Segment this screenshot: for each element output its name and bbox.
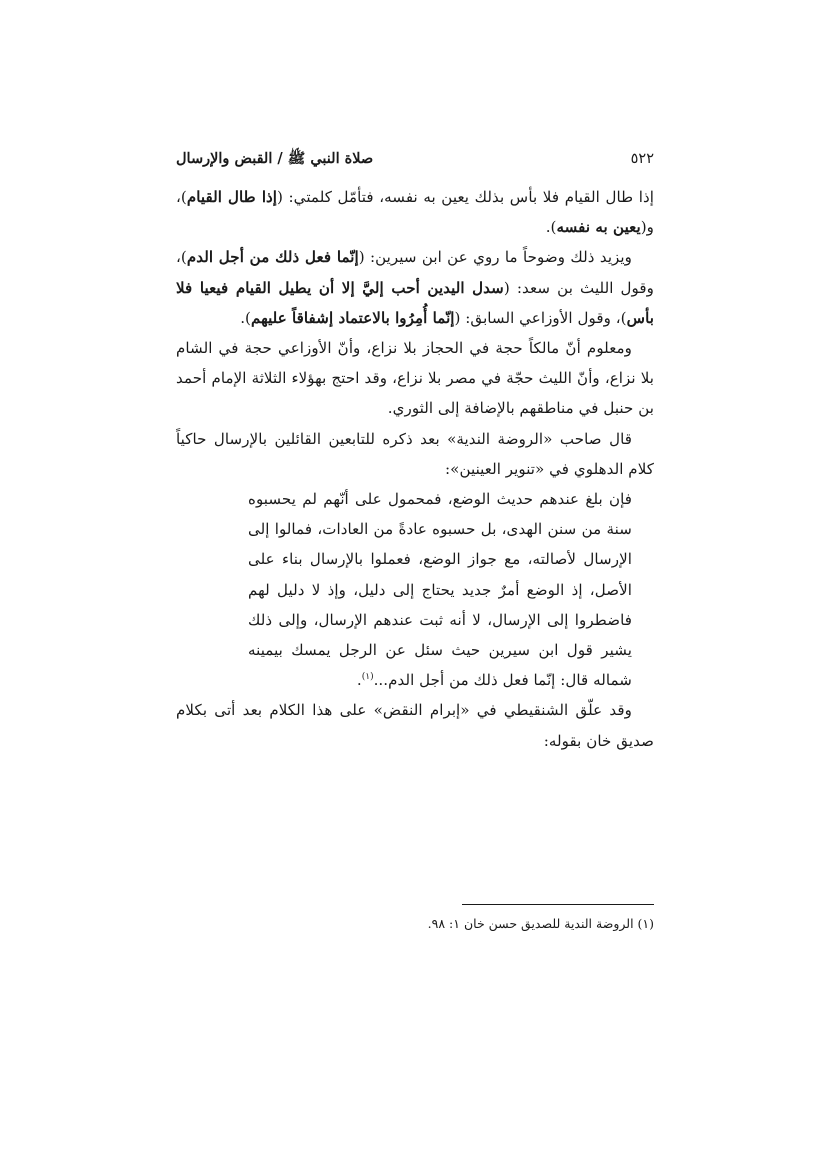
paragraph-3: ومعلوم أنّ مالكاً حجة في الحجاز بلا نزاع، وأنّ الأوزاعي حجة في الشام بلا نزاع، وأنّ الليث حجّة في مصر بلا نزاع، وقد احتج بهؤلاء الثلاثة الإمام أحمد بن حنبل في مناطقهم بالإضافة إلى الثوري. — [176, 339, 654, 418]
block-quote — [248, 484, 632, 695]
p2-bold-2: سدل اليدين أحب إليَّ إلا أن يطيل القيام فيعيا فلا بأس — [176, 278, 654, 327]
p2-text-d: ). — [240, 308, 251, 327]
p1-text-a: إذا طال القيام فلا بأس بذلك يعين به نفسه، فتأمّل كلمتي: ( — [277, 188, 654, 206]
quote-end: . — [356, 671, 362, 690]
p1-bold-2: يعين به نفسه — [556, 218, 641, 237]
footnote-divider — [462, 904, 654, 905]
paragraph-2 — [176, 242, 654, 333]
footnote-reference: (١) — [361, 672, 374, 683]
paragraph-4: قال صاحب «الروضة الندية» بعد ذكره للتابعين القائلين بالإرسال حاكياً كلام الدهلوي في «تنوير العينين»: — [176, 429, 654, 478]
p2-bold-1: إنّما فعل ذلك من أجل الدم — [186, 248, 359, 267]
page-number: ٥٢٢ — [630, 151, 654, 167]
p1-bold-1: إذا طال القيام — [186, 188, 278, 206]
footnote: (١) الروضة الندية للصديق حسن خان ١: ٩٨. — [427, 916, 654, 931]
running-title: صلاة النبي ﷺ / القبض والإرسال — [176, 150, 374, 167]
page-header — [176, 150, 654, 178]
p2-text-a: ويزيد ذلك وضوحاً ما روي عن ابن سيرين: ( — [358, 248, 632, 267]
paragraph-1 — [176, 182, 654, 242]
p1-text-b: )، و( — [176, 188, 654, 237]
p1-text-c: ). — [545, 218, 557, 237]
p2-text-b: )، وقول الليث بن سعد: ( — [176, 248, 655, 297]
quote-text: فإن بلغ عندهم حديث الوضع، فمحمول على أنّهم لم يحسبوه سنة من سنن الهدى، بل حسبوه عادةً من العادات، فمالوا إلى الإرسال لأصالته، مع جواز الوضع، فعملوا بالإرسال بناء على الأصل، إذ الوضع أمرٌ جديد يحتاج إلى دليل، وإذ لا دليل لهم فاضطروا إلى الإرسال، لا أنه ثبت عندهم الإرسال، وإلى ذلك يشير قول ابن سيرين حيث سئل عن الرجل يمسك بيمينه شماله قال: إنّما فعل ذلك من أجل الدم... — [248, 490, 632, 690]
paragraph-5: وقد علّق الشنقيطي في «إبرام النقض» على هذا الكلام بعد أتى بكلام صديق خان بقوله: — [176, 701, 654, 750]
p2-bold-3: إنّما أُمِرُوا بالاعتماد إشفاقاً عليهم — [250, 308, 455, 327]
body-text — [176, 182, 654, 756]
p2-text-c: )، وقول الأوزاعي السابق: ( — [454, 308, 627, 327]
